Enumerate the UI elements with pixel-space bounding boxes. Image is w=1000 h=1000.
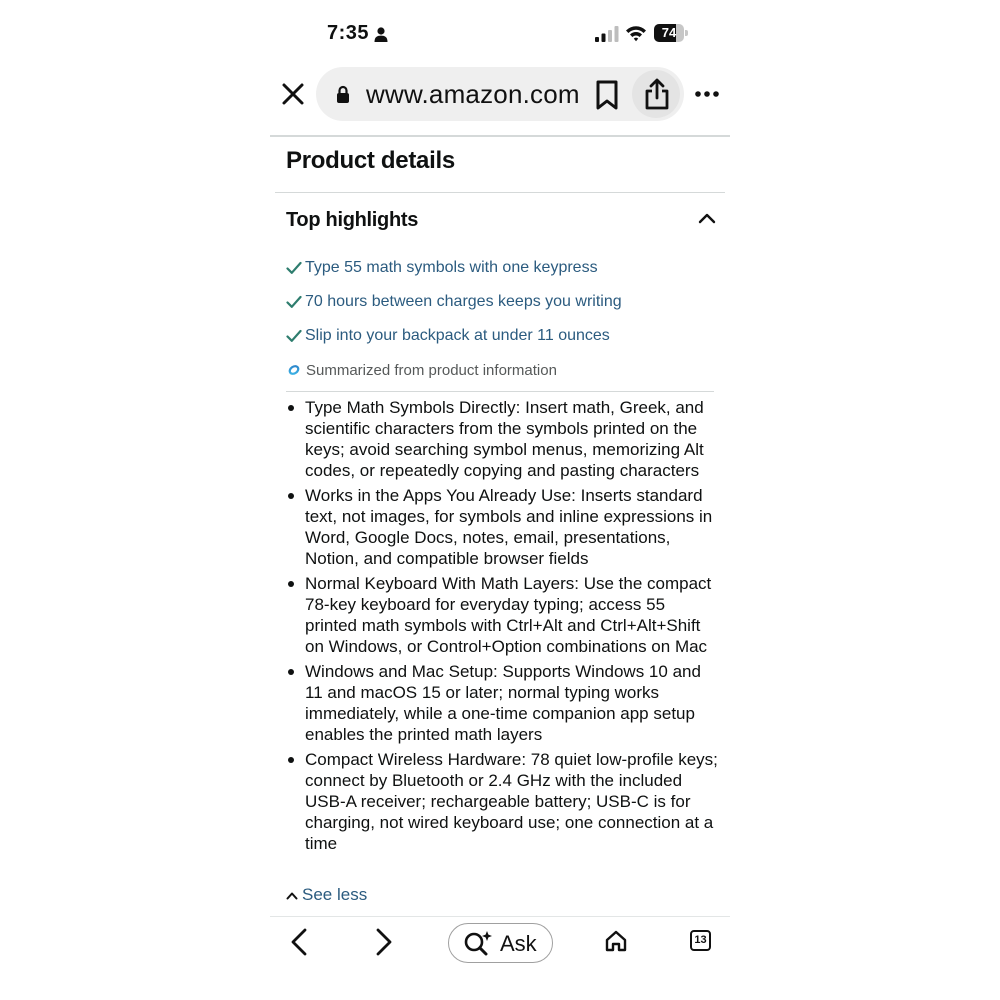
more-icon[interactable] <box>694 84 720 104</box>
tabs-count: 13 <box>694 934 707 946</box>
feature-bullet: Compact Wireless Hardware: 78 quiet low-profile keys; connect by Bluetooth or 2.4 GHz with the included USB-A receiver; rechargeable battery; USB-C is for charging, not wired keyboard use; one connection at a time <box>286 749 718 854</box>
highlight-item <box>286 257 598 279</box>
chevron-up-icon[interactable] <box>698 212 716 224</box>
check-icon <box>286 261 302 275</box>
status-bar <box>270 18 730 52</box>
toolbar-divider <box>270 135 730 137</box>
forward-icon[interactable] <box>375 928 393 956</box>
close-icon[interactable] <box>280 80 306 108</box>
check-icon <box>286 295 302 309</box>
bottom-divider <box>270 916 730 917</box>
see-less-link[interactable] <box>286 884 367 906</box>
ask-label[interactable]: Ask <box>500 931 537 956</box>
tabs-icon[interactable] <box>690 930 711 951</box>
bookmark-icon[interactable] <box>594 80 620 110</box>
section-divider <box>275 192 725 193</box>
highlight-item <box>286 325 610 347</box>
ask-button[interactable] <box>448 923 553 963</box>
see-less-label[interactable]: See less <box>302 885 368 904</box>
person-icon <box>374 27 388 42</box>
url-bar[interactable] <box>316 67 684 121</box>
battery-level: 74 <box>661 25 677 40</box>
highlight-text: 70 hours between charges keeps you writing <box>305 293 622 310</box>
highlight-text: Slip into your backpack at under 11 ounces <box>305 327 610 344</box>
home-icon[interactable] <box>604 929 628 953</box>
product-details-title: Product details <box>286 147 455 174</box>
check-icon <box>286 329 302 343</box>
highlight-text: Type 55 math symbols with one keypress <box>305 259 598 276</box>
chevron-up-small-icon <box>286 891 298 900</box>
feature-bullet: Windows and Mac Setup: Supports Windows 10 and 11 and macOS 15 or later; normal typing works immediately, while a one-time companion app setup enables the printed math layers <box>286 661 718 745</box>
feature-bullets <box>286 397 718 858</box>
back-icon[interactable] <box>290 928 308 956</box>
highlight-item <box>286 291 622 313</box>
lock-icon <box>336 85 350 103</box>
phone-screen <box>270 0 730 1000</box>
share-icon <box>644 78 670 110</box>
battery-icon <box>654 24 688 42</box>
feature-bullet: Type Math Symbols Directly: Insert math, Greek, and scientific characters from the symbols printed on the keys; avoid searching symbol menus, memorizing Alt codes, or repeatedly copying and pasting characters <box>286 397 718 481</box>
highlights-divider <box>286 391 714 392</box>
top-highlights-title[interactable]: Top highlights <box>286 209 419 231</box>
wifi-icon <box>625 24 647 42</box>
share-button[interactable] <box>632 70 680 118</box>
status-time: 7:35 <box>327 22 370 44</box>
feature-bullet: Works in the Apps You Already Use: Inserts standard text, not images, for symbols and inline expressions in Word, Google Docs, notes, email, presentations, Notion, and compatible browser fields <box>286 485 718 569</box>
summary-note <box>288 360 557 380</box>
feature-bullet: Normal Keyboard With Math Layers: Use the compact 78-key keyboard for everyday typing; access 55 printed math symbols with Ctrl+Alt and Ctrl+Alt+Shift on Windows, or Control+Option combinations on Mac <box>286 573 718 657</box>
ask-sparkle-icon <box>463 930 493 956</box>
signal-icon <box>595 26 619 42</box>
url-text[interactable]: www.amazon.com <box>366 79 580 109</box>
summary-text: Summarized from product information <box>306 361 557 379</box>
ai-sparkle-icon <box>288 364 300 376</box>
